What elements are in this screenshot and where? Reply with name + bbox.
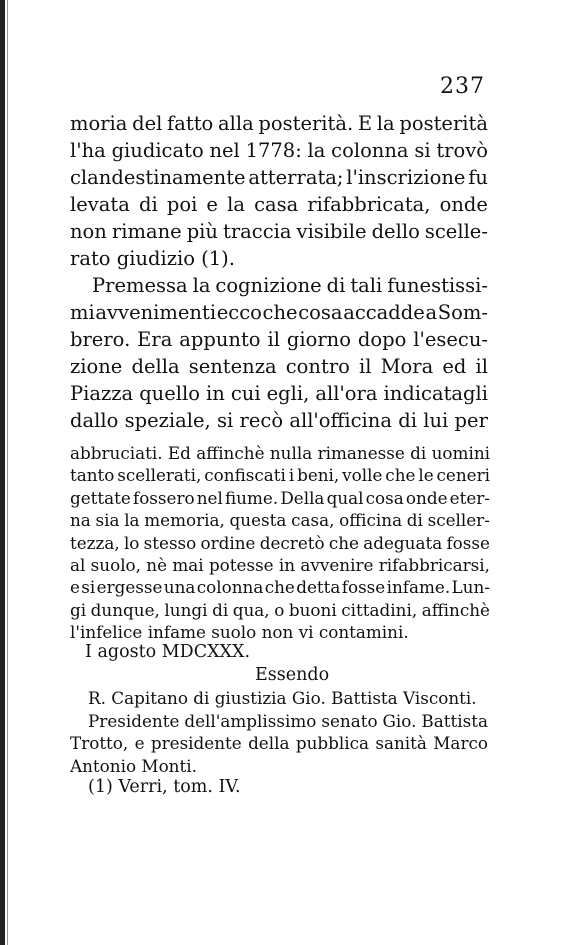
text-line: dallo speziale, si recò all'officina di lui per: [70, 409, 488, 432]
text-line: Presidente dell'amplissimo senato Gio. Battista: [88, 710, 488, 731]
text-line: R. Capitano di giustizia Gio. Battista Visconti.: [88, 688, 477, 708]
text-line: Antonio Monti.: [70, 755, 197, 776]
text-line: na sia la memoria, questa casa, officina di sceller-: [70, 510, 490, 531]
text-line: Premessa la cognizione di tali funestissi-: [92, 274, 488, 297]
text-line: Piazza quello in cui egli, all'ora indicatagli: [70, 382, 488, 405]
text-line: l'ha giudicato nel 1778: la colonna si trovò: [70, 139, 488, 162]
text-line: al suolo, nè mai potesse in avvenire rifabbricarsi,: [70, 555, 490, 575]
text-line: Trotto, e presidente della pubblica sanità Marco: [70, 733, 488, 753]
text-line: tezza, lo stesso ordine decretò che adeguata fosse: [70, 532, 490, 553]
text-line: l'infelice infame suolo non vi contamini.: [70, 622, 409, 643]
text-line: non rimane più traccia visibile dello scelle-: [70, 220, 488, 243]
text-line: gettate fossero nel fiume. Della qual cosa onde eter-: [70, 487, 490, 508]
text-line: gi dunque, lungi di qua, o buoni cittadini, affinchè: [70, 599, 490, 620]
text-line: e si ergesse una colonna che detta fosse infame. Lun-: [70, 577, 490, 598]
text-line: moria del fatto alla posterità. E la posterità: [70, 112, 488, 135]
text-line: zione della sentenza contro il Mora ed il: [70, 355, 488, 378]
page-binding-edge: [0, 0, 5, 945]
text-line: brero. Era appunto il giorno dopo l'esecu-: [70, 328, 488, 351]
text-line: tanto scellerati, confiscati i beni, volle che le ceneri: [70, 465, 490, 486]
text-line: clandestinamente atterrata; l'inscrizione fu: [70, 166, 488, 189]
footnote: (1) Verri, tom. IV.: [88, 777, 241, 797]
text-line: rato giudizio (1).: [70, 247, 235, 270]
essendo-heading: Essendo: [255, 665, 330, 685]
text-line: mi avvenimenti ecco che cosa accadde a Som-: [70, 301, 488, 324]
text-line: abbruciati. Ed affinchè nulla rimanesse di uomini: [70, 443, 490, 463]
page-number: 237: [440, 74, 485, 99]
date-line: I agosto MDCXXX.: [85, 642, 251, 662]
text-line: levata di poi e la casa rifabbricata, onde: [70, 193, 488, 216]
page-binding-shadow: [7, 0, 8, 945]
